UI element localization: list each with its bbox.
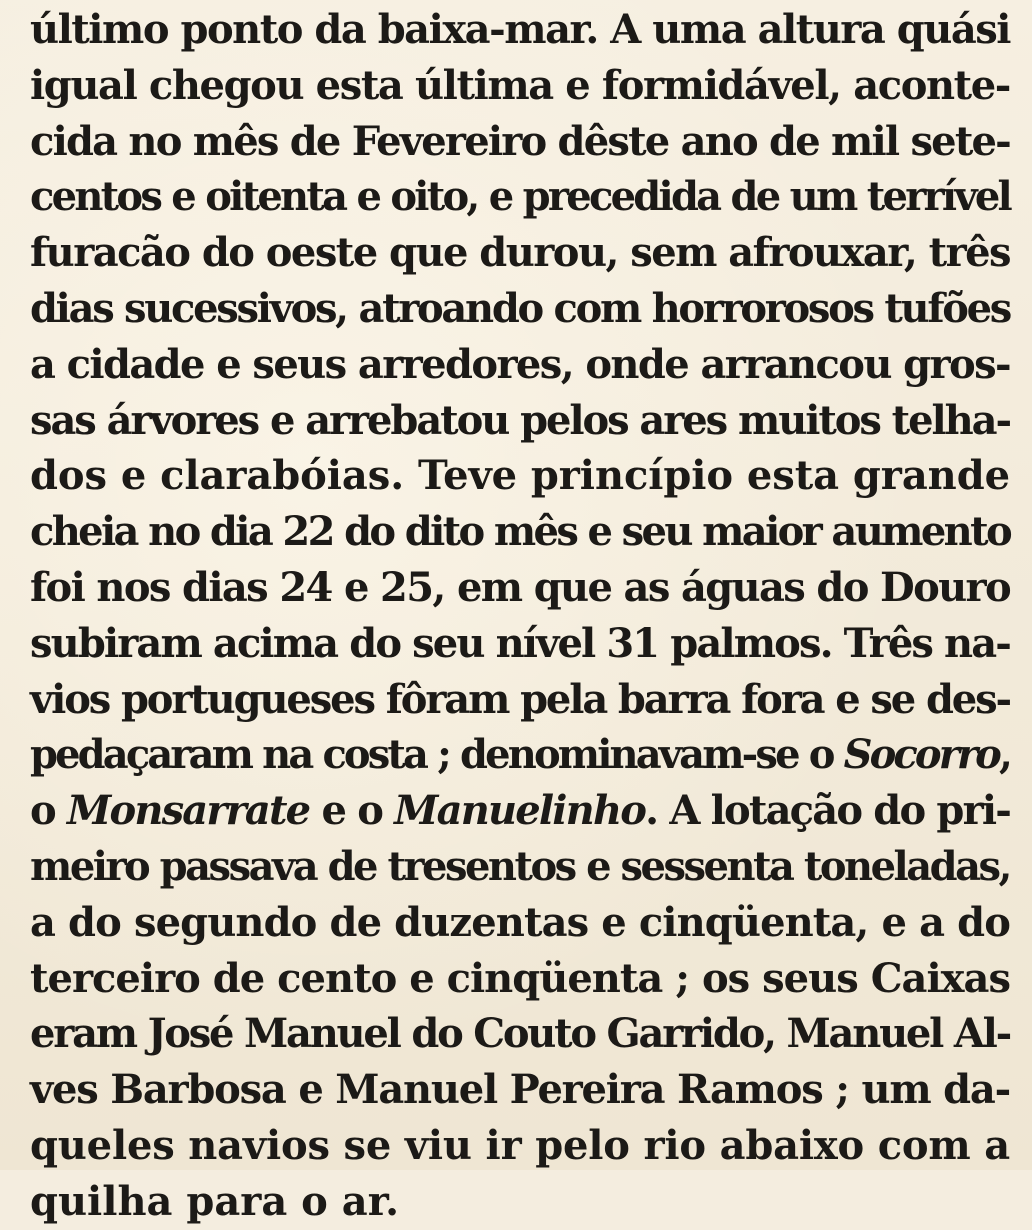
line-text: quilha para o ar.	[30, 1177, 400, 1225]
text-line	[30, 783, 1010, 839]
text-line	[30, 2, 1010, 58]
line-text: pedaçaram na costa ; denominavam-se o	[30, 731, 844, 779]
text-line	[30, 951, 1010, 1007]
text-line	[30, 895, 1010, 951]
text-line	[30, 169, 1010, 225]
text-line	[30, 1118, 1010, 1174]
line-text: e o	[309, 787, 395, 835]
ship-name-manuelinho: Manuelinho	[394, 787, 646, 835]
line-text: ,	[998, 731, 1010, 779]
line-text: a cidade e seus arredores, onde arrancou gros-	[30, 340, 1010, 388]
text-line-last	[30, 1174, 1010, 1230]
text-line	[30, 672, 1010, 728]
line-text: centos e oitenta e oito, e precedida de um terrível	[30, 173, 1010, 221]
text-line	[30, 1006, 1010, 1062]
line-text: subiram acima do seu nível 31 palmos. Três na-	[30, 619, 1010, 667]
text-line	[30, 727, 1010, 783]
text-line	[30, 225, 1010, 281]
ship-name-socorro: Socorro	[843, 731, 999, 779]
text-line	[30, 448, 1010, 504]
line-text: terceiro de cento e cinqüenta ; os seus Caixas	[30, 954, 1010, 1002]
text-line	[30, 1062, 1010, 1118]
body-paragraph	[30, 2, 1010, 1230]
text-line	[30, 560, 1010, 616]
line-text: furacão do oeste que durou, sem afrouxar, três	[30, 229, 1010, 277]
line-text: cida no mês de Fevereiro dêste ano de mil sete-	[30, 117, 1010, 165]
text-line	[30, 393, 1010, 449]
text-line	[30, 281, 1010, 337]
line-text: ves Barbosa e Manuel Pereira Ramos ; um da-	[30, 1066, 1010, 1114]
line-text: queles navios se viu ir pelo rio abaixo com a	[30, 1121, 1010, 1169]
line-text: a do segundo de duzentas e cinqüenta, e a do	[30, 898, 1010, 946]
line-text: dias sucessivos, atroando com horrorosos tufões	[30, 284, 1010, 332]
line-text: foi nos dias 24 e 25, em que as águas do Douro	[30, 563, 1010, 611]
line-text: o	[30, 787, 67, 835]
line-text: igual chegou esta última e formidável, aconte-	[30, 61, 1010, 109]
text-line	[30, 337, 1010, 393]
line-text: . A lotação do pri-	[645, 787, 1011, 835]
text-line	[30, 616, 1010, 672]
ship-name-monsarrate: Monsarrate	[66, 787, 310, 835]
line-text: sas árvores e arrebatou pelos ares muitos telha-	[30, 396, 1010, 444]
line-text: vios portugueses fôram pela barra fora e se des-	[30, 675, 1010, 723]
text-line	[30, 839, 1010, 895]
line-text: cheia no dia 22 do dito mês e seu maior aumento	[30, 508, 1010, 556]
line-text: dos e clarabóias. Teve princípio esta grande	[30, 452, 1010, 500]
text-line	[30, 58, 1010, 114]
text-line	[30, 114, 1010, 170]
text-line	[30, 504, 1010, 560]
line-text: último ponto da baixa-mar. A uma altura quási	[30, 6, 1010, 53]
line-text: eram José Manuel do Couto Garrido, Manuel Al-	[30, 1010, 1010, 1058]
line-text: meiro passava de tresentos e sessenta toneladas,	[30, 842, 1010, 890]
